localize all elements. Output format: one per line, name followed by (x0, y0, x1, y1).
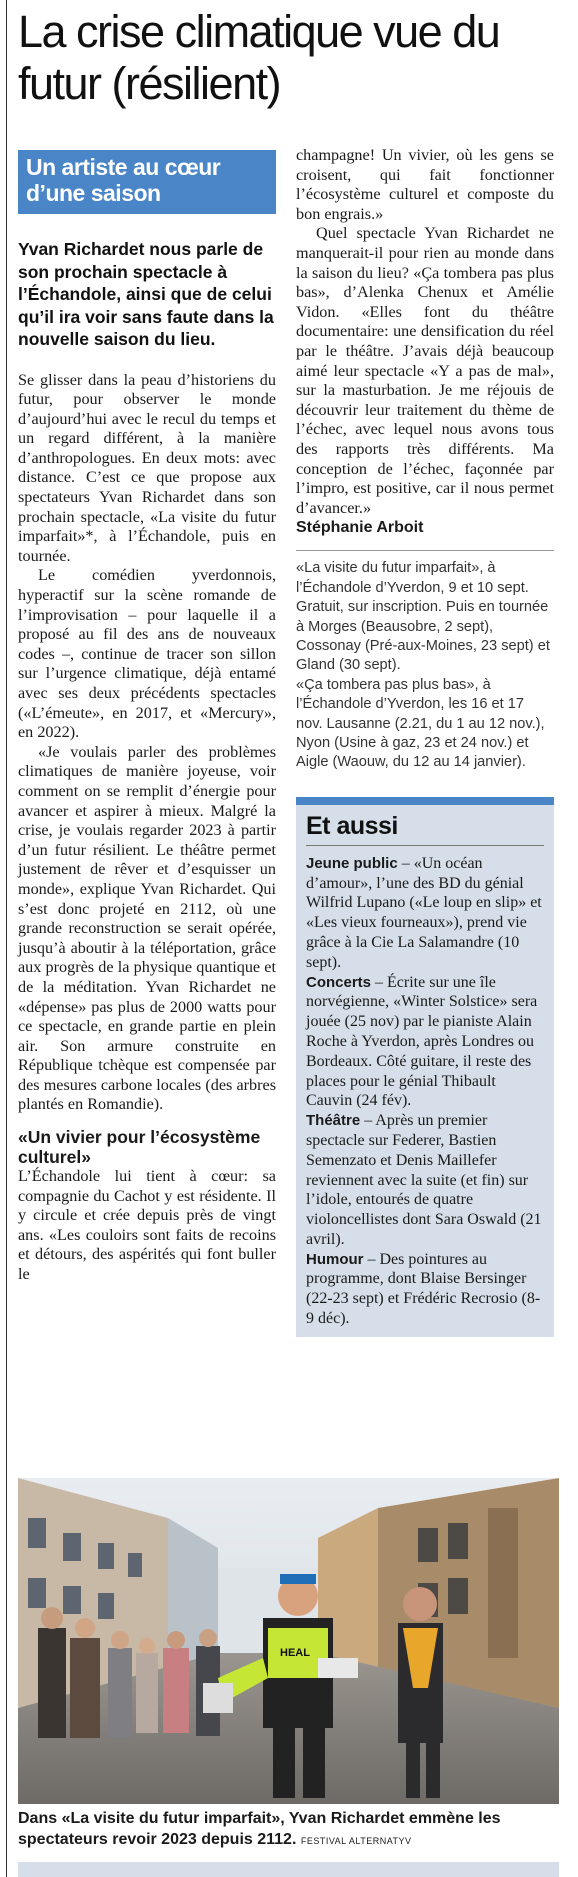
box-item-category: Théâtre (306, 1112, 361, 1130)
body-paragraph: champagne! Un vivier, où les gens se croisent, qui fait fonctionner l’écosystème culturel et composte du bon engrais.» (296, 146, 554, 223)
body-paragraph: «Je voulais parler des problèmes climatiques de manière joyeuse, voir comment on se remplit d’énergie pour avancer et aspirer à mieux. Malgré la crise, je voulais regarder 2023 à partir d’un futur résilient. Le théâtre permet justement de rêver et d’esquisser un monde», explique Yvan Richardet. Qui s’est donc projeté en 2112, où une grande reconstruction se serait opérée, jusqu’à aboutir à la téléportation, grâce aux progrès de la physique quantique et de la méditation. Yvan Richardet ne «dépense» pas plus de 2000 watts pour ce spectacle, en grande partie en plein air. Son armure construite en République tchèque est compensée par des mesures carbone locales (des arbres plantés en Romandie). (18, 742, 276, 1114)
divider (296, 550, 554, 551)
article-body-left-2 (18, 1167, 276, 1285)
box-item (306, 1111, 544, 1250)
event-info (296, 559, 554, 772)
et-aussi-box (296, 797, 554, 1337)
body-paragraph: Se glisser dans la peau d’historiens du futur, pour observer le monde d’aujourd’hui avec le recul du temps et un regard différent, à la manière d’anthropologues. En deux mots: avec distance. C’est ce que propose aux spectateurs Yvan Richardet dans son prochain spectacle, «La visite du futur imparfait»*, à l’Échandole, puis en tournée. (18, 370, 276, 565)
body-paragraph: L’Échandole lui tient à cœur: sa compagnie du Cachot y est résidente. Il y circule et crée depuis près de vingt ans. «Les couloirs sont faits de recoins et détours, des aspérités qui font buller le (18, 1167, 276, 1284)
left-column (18, 150, 276, 1285)
box-item-text: – Écrite sur une île norvégienne, «Winter Solstice» sera jouée (25 nov) par le pianiste Alain Roche à Yverdon, après Londres ou Bordeaux. Côté guitare, il reste des places pour le génial Thibault Cauvin (24 fév). (306, 973, 538, 1110)
headline: La crise climatique vue du futur (résilient) (18, 6, 500, 109)
event-info-item: «Ça tombera pas plus bas», à l’Échandole d’Yverdon, les 16 et 17 nov. Lausanne (2.21, du 1 au 12 nov.), Nyon (Usine à gaz, 23 et 24 nov.) et Aigle (Waouw, du 12 au 14 janvier). (296, 676, 545, 771)
photo-caption (18, 1808, 559, 1852)
caption-text: Dans «La visite du futur imparfait», Yvan Richardet emmène les spectateurs revoir 2023 depuis 2112. (18, 1810, 501, 1848)
kicker: Un artiste au cœur d’une saison (18, 150, 276, 214)
box-item (306, 854, 544, 973)
box-item (306, 1250, 544, 1329)
body-paragraph: Quel spectacle Yvan Richardet ne manquerait-il pour rien au monde dans la saison du lieu? «Ça tombera pas plus bas», d’Alenka Chenux et Amélie Vidon. «Elles font du théâtre documentaire: une densification du réel par le théâtre. J’avais déjà beaucoup aimé leur spectacle «Y a pas de mal», sur la masturbation. Je me réjouis de découvrir leur traitement du thème de l’échec, avec lequel nous avons tous des rapports très différents. Ma conception de l’échec, façonnée par l’impro, est positive, car il nous permet d’avancer.» (296, 224, 554, 517)
event-info-item: «La visite du futur imparfait», à l’Échandole d’Yverdon, 9 et 10 sept. Gratuit, sur inscription. Puis en tournée à Morges (Beausobre, 2 sept), Cossonay (Pré-aux-Moines, 23 sept) et Gland (30 sept). (296, 560, 550, 674)
article-body-left (18, 371, 276, 1116)
author-signature: Stéphanie Arboit (296, 519, 424, 537)
subheading: «Un vivier pour l’écosystème culturel» (18, 1127, 261, 1168)
article-body-right (296, 146, 554, 518)
box-title: Et aussi (306, 811, 398, 840)
box-item-category: Jeune public (306, 854, 398, 872)
box-item-text: – Des pointures au programme, dont Blaise Bersinger (22-23 sept) et Frédéric Recrosio (8-9 déc). (306, 1250, 541, 1328)
body-paragraph: Le comédien yverdonnois, hyperactif sur la scène romande de l’improvisation – pour laquelle il a proposé au fil des ans de nouveaux codes –, continue de tracer son sillon sur l’urgence climatique, déjà entamé avec ses deux précédents spectacles («L’émeute», en 2017, et «Mercury», en 2022). (18, 566, 276, 742)
right-column (296, 146, 554, 1337)
jersey-text: HEAL (280, 1647, 310, 1659)
bottom-bar (18, 1862, 559, 1877)
photo-credit: FESTIVAL ALTERNATYV (300, 1836, 412, 1846)
box-item-category: Concerts (306, 973, 372, 991)
box-item-text: – Après un premier spectacle sur Federer, Bastien Semenzato et Denis Maillefer reviennent avec la suite (et fin) sur l’idole, entourés de quatre violoncellistes dont Sara Oswald (21 avril). (306, 1112, 542, 1248)
lead-paragraph: Yvan Richardet nous parle de son prochain spectacle à l’Échandole, ainsi que de celui qu’il ira voir sans faute dans la nouvelle saison du lieu. (18, 239, 274, 349)
column-rule (6, 0, 7, 1877)
divider (306, 845, 544, 846)
box-item (306, 973, 544, 1112)
box-item-category: Humour (306, 1250, 364, 1268)
article-photo (18, 1478, 559, 1804)
box-item-text: – «Un océan d’amour», l’une des BD du génial Wilfrid Lupano («Le loup en slip» et «Les vieux fourneaux»), prend vie grâce à la Cie La Salamandre (10 sept). (306, 854, 542, 971)
